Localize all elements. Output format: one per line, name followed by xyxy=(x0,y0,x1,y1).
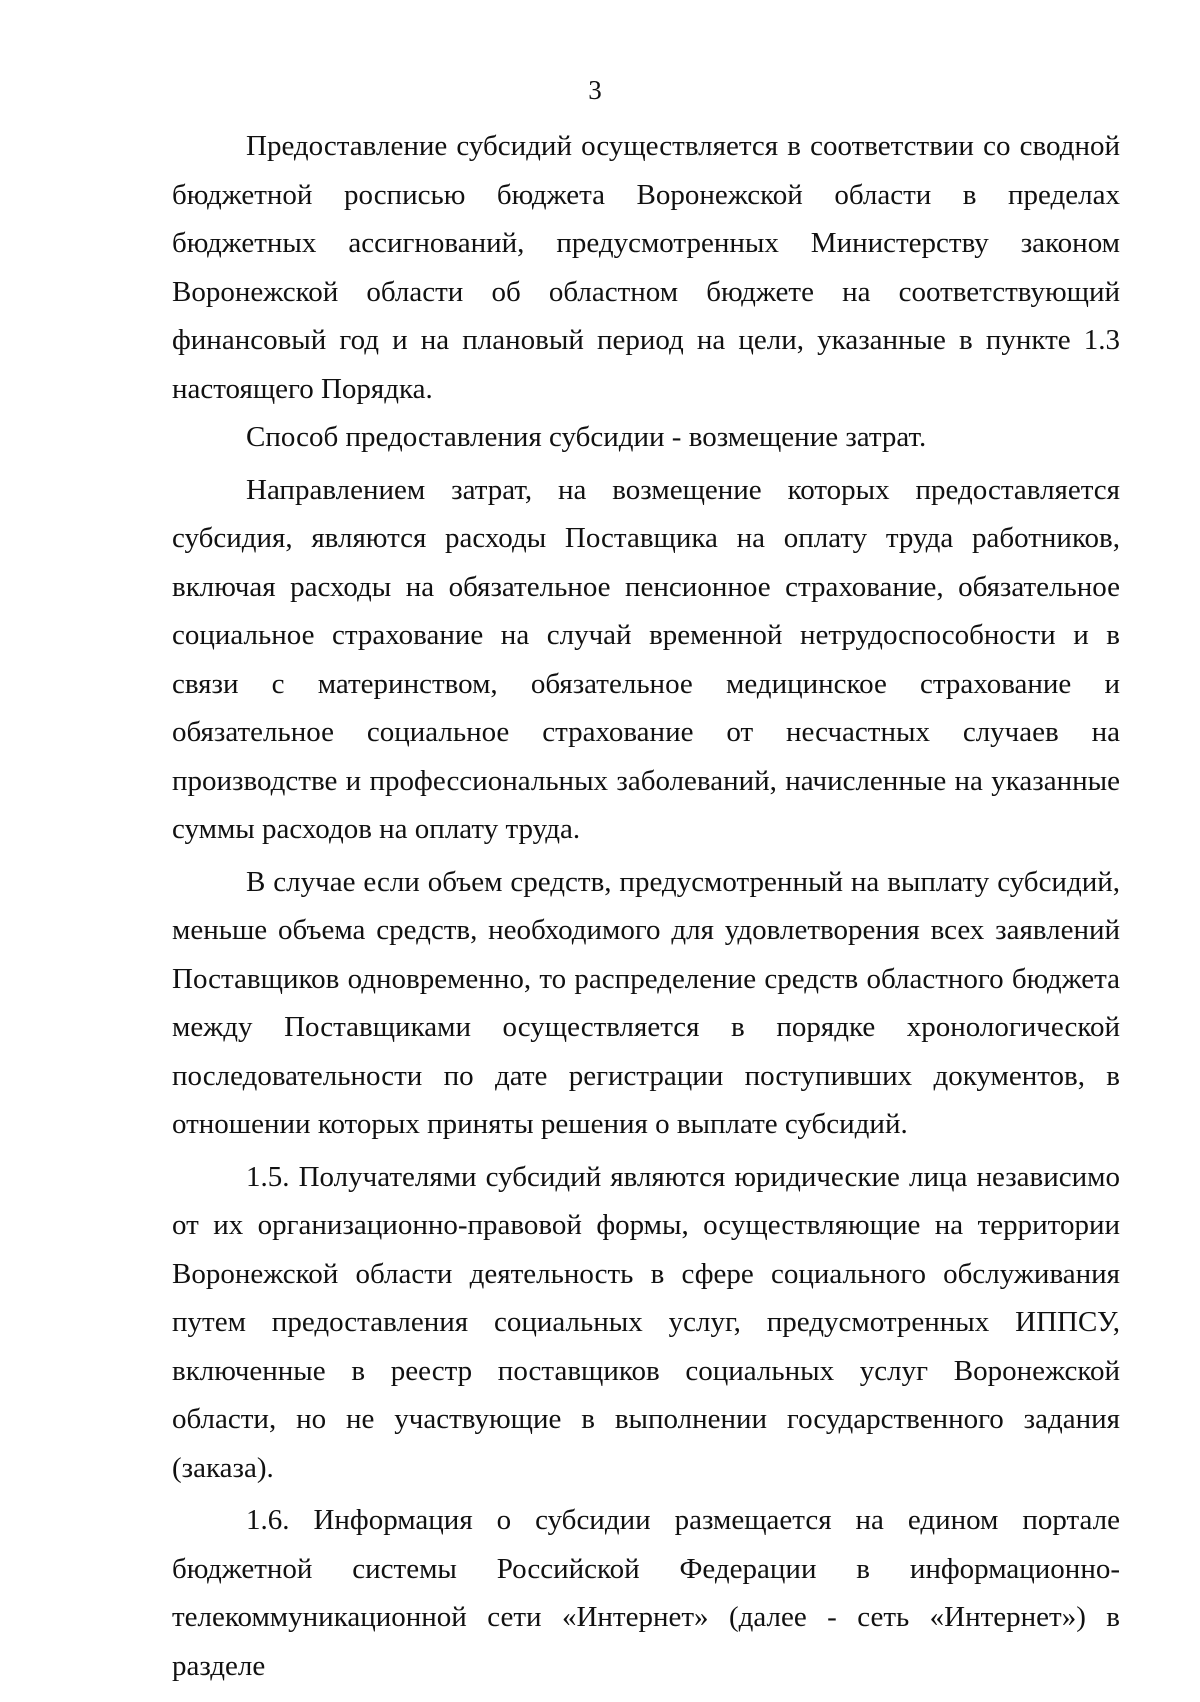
paragraph-subsidy-method: Способ предоставления субсидии - возмещение затрат. xyxy=(246,421,927,453)
paragraph-1-5-recipients: 1.5. Получателями субсидий являются юридические лица независимо от их организационно-правовой формы, осуществляющие на территории Воронежской области деятельность в сфере социального обслуживания путем предоставления социальных услуг, предусмотренных ИППСУ, включенные в реестр поставщиков социальных услуг Воронежской области, но не участвующие в выполнении государственного задания (заказа). xyxy=(172,1160,1120,1484)
document-body xyxy=(172,122,1120,1690)
paragraph-fund-distribution: В случае если объем средств, предусмотренный на выплату субсидий, меньше объема средств, необходимого для удовлетворения всех заявлений Поставщиков одновременно, то распределение средств областного бюджета между Поставщиками осуществляется в порядке хронологической последовательности по дате регистрации поступивших документов, в отношении которых приняты решения о выплате субсидий. xyxy=(172,865,1120,1140)
paragraph-cost-direction: Направлением затрат, на возмещение которых предоставляется субсидия, являются расходы Поставщика на оплату труда работников, включая расходы на обязательное пенсионное страхование, обязательное социальное страхование на случай временной нетрудоспособности и в связи с материнством, обязательное медицинское страхование и обязательное социальное страхование от несчастных случаев на производстве и профессиональных заболеваний, начисленные на указанные суммы расходов на оплату труда. xyxy=(172,473,1120,845)
page-number: 3 xyxy=(588,75,602,105)
paragraph-1-6-information: 1.6. Информация о субсидии размещается на едином портале бюджетной системы Российской Федерации в информационно-телекоммуникационной сети «Интернет» (далее - сеть «Интернет») в разделе xyxy=(172,1504,1120,1682)
paragraph-budget-allocation: Предоставление субсидий осуществляется в соответствии со сводной бюджетной росписью бюджета Воронежской области в пределах бюджетных ассигнований, предусмотренных Министерству законом Воронежской области об областном бюджете на соответствующий финансовый год и на плановый период на цели, указанные в пункте 1.3 настоящего Порядка. xyxy=(172,130,1120,405)
